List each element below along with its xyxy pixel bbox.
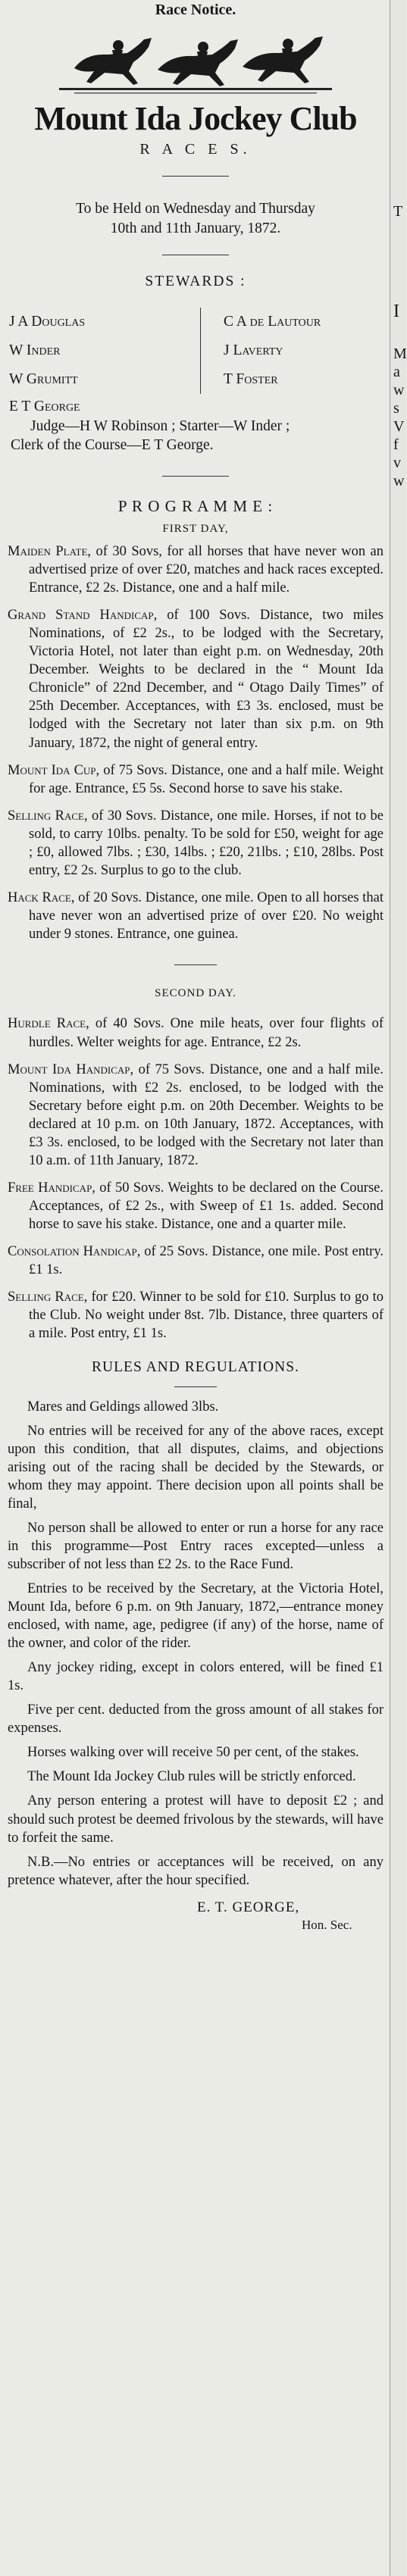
adjacent-column-fragment: [390, 0, 406, 2576]
stewards-right-column: [201, 308, 321, 394]
edge-letter: v: [393, 455, 401, 471]
edge-letter: w: [393, 382, 405, 399]
steward-name: W Grumitt: [9, 371, 78, 388]
race-entry: [8, 1288, 384, 1343]
race-entry: [8, 761, 384, 798]
edge-letter: f: [393, 436, 399, 453]
second-day-heading: SECOND DAY.: [155, 986, 236, 999]
rule-paragraph: No person shall be allowed to enter or run a horse for any race in this programme—Post Entry races excepted—unless a subscriber of not less than £2 2s. to the Race Fund.: [8, 1520, 384, 1572]
race-name: Selling Race,: [8, 1290, 88, 1305]
race-entry: [8, 542, 384, 597]
race-entry: [8, 1014, 384, 1051]
race-horses-woodcut: [8, 23, 384, 100]
race-name: Consolation Handicap,: [8, 1244, 141, 1259]
race-entry: [8, 889, 384, 943]
stewards-title: STEWARDS :: [145, 273, 246, 289]
race-name: Mount Ida Cup,: [8, 762, 100, 778]
race-details: of 25 Sovs. Distance, one mile. Post entry. £1 1s.: [29, 1244, 384, 1278]
rule-paragraph: The Mount Ida Jockey Club rules will be strictly enforced.: [27, 1769, 356, 1785]
rule-paragraph: Entries to be received by the Secretary, at the Victoria Hotel, Mount Ida, before 6 p.m. on 9th January, 1872,—entrance money enclosed, with name, age, pedigree (if any) of the horse, name of the owner, and color of the rider.: [8, 1581, 384, 1652]
divider: [162, 176, 229, 177]
race-details: of 30 Sovs, for all horses that have never won an advertised prize of over £20, matches and hack races excepted. Entrance, £2 2s. Distance, one and a half mile.: [29, 544, 384, 596]
signature-name: E. T. GEORGE,: [197, 1899, 300, 1915]
race-name: Free Handicap,: [8, 1180, 95, 1196]
race-entry: [8, 606, 384, 752]
edge-letter: I: [393, 302, 399, 321]
race-details: of 40 Sovs. One mile heats, over four flights of hurdles. Welter weights for age. Entrance, £2 2s.: [29, 1016, 384, 1050]
race-name: Mount Ida Handicap,: [8, 1061, 134, 1077]
steward-name: J Laverty: [224, 342, 283, 359]
dates-line-1: To be Held on Wednesday and Thursday: [76, 201, 315, 217]
rule-paragraph: Any jockey riding, except in colors entered, will be fined £1 1s.: [8, 1660, 384, 1694]
second-day-races: [8, 1014, 384, 1343]
rule-paragraph: Horses walking over will receive 50 per cent, of the stakes.: [27, 1745, 359, 1761]
steward-name: T Foster: [224, 371, 278, 388]
steward-name: W Inder: [9, 342, 61, 359]
race-details: of 30 Sovs. Distance, one mile. Horses, if not to be sold, to carry 10lbs. penalty. To be sold for £50, weight for age ; £0, allowed 7lbs. ; £30, 14lbs. ; £20, 21lbs. ; £10, 28lbs. Post entry, £2 2s. Surplus to go to the club.: [29, 808, 384, 878]
steward-name: E T George: [9, 399, 80, 415]
race-details: of 20 Sovs. Distance, one mile. Open to all horses that have never won an advertised prize of over £20. No weight under 9 stones. Entrance, one guinea.: [29, 889, 384, 942]
race-entry: [8, 1243, 384, 1279]
steward-name: C A de Lautour: [224, 314, 321, 330]
race-name: Maiden Plate,: [8, 544, 92, 560]
signature-title: Hon. Sec.: [302, 1918, 352, 1933]
galloping-horses-icon: [44, 23, 347, 100]
divider: [174, 1386, 217, 1387]
divider: [174, 964, 217, 965]
edge-letter: M: [393, 345, 407, 362]
race-notice-header: Race Notice.: [155, 2, 236, 18]
race-details: of 50 Sovs. Weights to be declared on the Course. Acceptances, of £2 2s., with Sweep of £1 1s. added. Second horse to save his stake. Distance, one and a quarter mile.: [29, 1180, 384, 1232]
rule-paragraph: No entries will be received for any of the above races, except upon this condition, that all disputes, claims, and objections arising out of the racing shall be decided by the Stewards, or whom they may appoint. There decision upon all points shall be final,: [8, 1423, 384, 1512]
stewards-list: [8, 308, 384, 394]
divider: [162, 476, 229, 477]
races-subtitle: R A C E S.: [139, 141, 252, 158]
rules-list: [8, 1398, 384, 1890]
race-entry: [8, 1179, 384, 1233]
first-day-races: [8, 542, 384, 943]
rule-paragraph: Any person entering a protest will have to deposit £2 ; and should such protest be deemed frivolous by the stewards, will have to forfeit the same.: [8, 1793, 384, 1846]
race-entry: [8, 1061, 384, 1170]
race-details: for £20. Winner to be sold for £10. Surplus to go to the Club. No weight under 8st. 7lb. Distance, three quarters of a mile. Post entry, £1 1s.: [29, 1290, 384, 1342]
steward-name: J A Douglas: [9, 314, 86, 330]
edge-letter: s: [393, 400, 399, 417]
first-day-heading: FIRST DAY,: [162, 522, 229, 535]
race-name: Grand Stand Handicap,: [8, 608, 158, 624]
clerk-line: Clerk of the Course—E T George.: [11, 436, 214, 453]
race-name: Hurdle Race,: [8, 1016, 89, 1032]
edge-letter: V: [393, 418, 405, 435]
edge-letter: a: [393, 364, 400, 380]
race-details: of 75 Sovs. Distance, one and a half mile. Weight for age. Entrance, £5 5s. Second horse to save his stake.: [29, 762, 384, 796]
race-name: Selling Race,: [8, 808, 88, 824]
race-details: of 75 Sovs. Distance, one and a half mile. Nominations, with £2 2s. enclosed, to be lodged with the Secretary before eight p.m. on 20th December. Weights to be declared at 10 p.m. on 10th January, 1872. Acceptances, with £3 3s. enclosed, to be lodged with the Secretary not later than 10 a.m. of 11th January, 1872.: [29, 1061, 384, 1168]
race-details: of 100 Sovs. Distance, two miles Nominations, of £2 2s., to be lodged with the Secretary, Victoria Hotel, not later than eight p.m. on Wednesday, 20th December. Weights to be declared in the “ Mount Ida Chronicle” of 22nd December, and “ Otago Daily Times” of 25th December. Acceptances, with £3 3s. enclosed, must be lodged with the Secretary not later than six p.m. on 9th January, 1872, the night of general entry.: [29, 608, 384, 751]
club-name: Mount Ida Jockey Club: [34, 100, 357, 137]
edge-letter: w: [393, 473, 405, 489]
rule-paragraph: N.B.—No entries or acceptances will be received, on any pretence whatever, after the hour specified.: [8, 1854, 384, 1888]
dates-line-2: 10th and 11th January, 1872.: [110, 220, 281, 236]
judge-line: Judge—H W Robinson ; Starter—W Inder ;: [30, 417, 290, 434]
rule-paragraph: Mares and Geldings allowed 3lbs.: [27, 1399, 219, 1415]
edge-letter: T: [393, 203, 403, 220]
race-name: Hack Race,: [8, 889, 75, 905]
race-entry: [8, 807, 384, 880]
stewards-left-column: [8, 308, 201, 394]
rules-title: RULES AND REGULATIONS.: [92, 1359, 299, 1376]
rule-paragraph: Five per cent. deducted from the gross amount of all stakes for expenses.: [8, 1702, 384, 1737]
programme-title: P R O G R A M M E :: [117, 497, 274, 516]
